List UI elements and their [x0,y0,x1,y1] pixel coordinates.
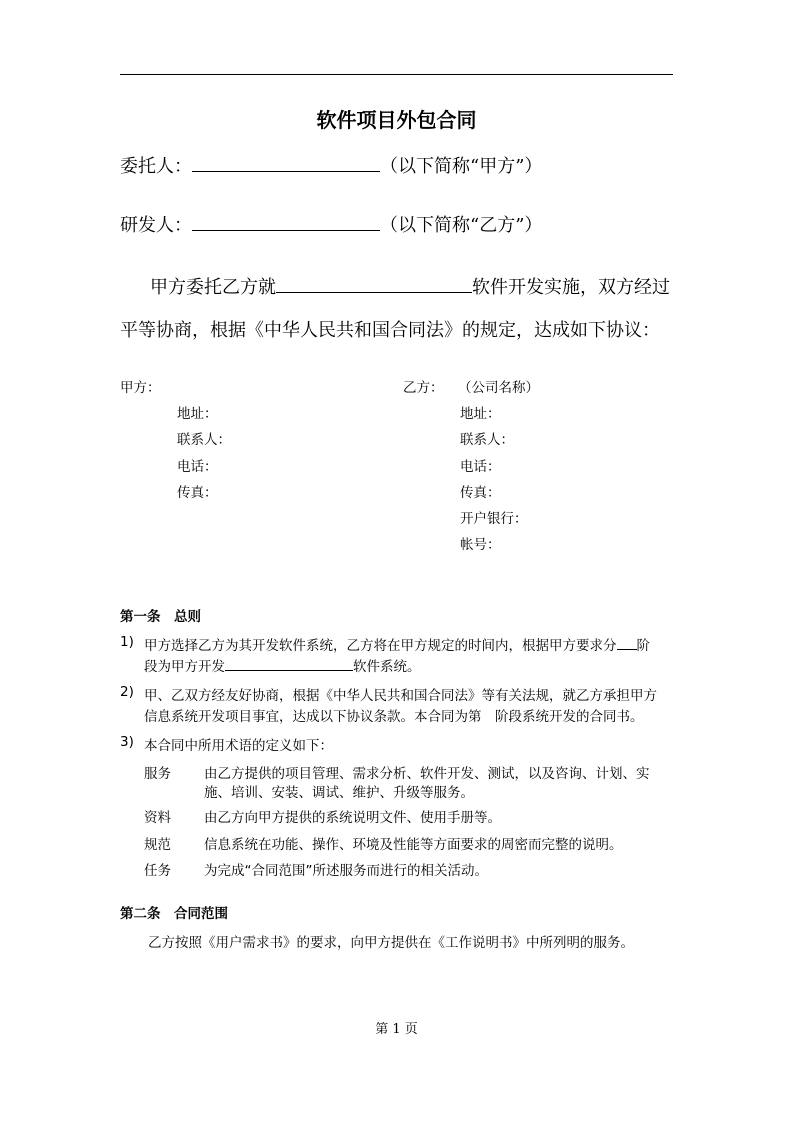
party-a-address: 地址： [177,406,218,422]
page-number: 第 1 页 [375,1022,418,1037]
article-1-heading: 第一条 总则 [120,609,201,625]
term-definition-line: 由乙方向甲方提供的系统说明文件、使用手册等。 [204,810,501,826]
item-1-line-2-end: 软件系统。 [353,659,421,675]
item-3-number: 3) [120,734,134,750]
item-1-line-1-end: 阶 [636,638,650,654]
document-title: 软件项目外包合同 [316,108,477,132]
client-suffix: （以下简称“甲方”） [380,156,543,177]
party-b-account: 帐号： [460,537,501,553]
term-name: 服务 [144,766,171,782]
party-b-bank: 开户银行： [460,511,528,527]
item-1-line-2 [144,655,421,675]
party-b-company-name: （公司名称） [458,380,539,396]
item-2-line-1: 甲、乙双方经友好协商，根据《中华人民共和国合同法》等有关法规，就乙方承担甲方 [144,688,657,704]
item-1-line-2-text: 段为甲方开发 [144,659,225,675]
developer-line [120,211,542,237]
party-b-phone: 电话： [460,459,501,475]
term-definition-line: 为完成“合同范围”所述服务而进行的相关活动。 [204,863,488,879]
intro-suffix: 软件开发实施，双方经过 [472,277,670,298]
developer-suffix: （以下简称“乙方”） [380,215,543,236]
header-rule [120,74,673,75]
item-1-line-1 [144,634,650,654]
term-name: 规范 [144,837,171,853]
party-b-address: 地址： [460,406,501,422]
intro-line-2: 平等协商，根据《中华人民共和国合同法》的规定，达成如下协议： [120,320,660,341]
party-b-contact: 联系人： [460,432,514,448]
party-a-label: 甲方： [120,380,161,396]
term-name: 任务 [144,863,171,879]
item-2-number: 2) [120,684,134,700]
intro-prefix: 甲方委托乙方就 [150,277,276,298]
article-2-heading: 第二条 合同范围 [120,906,228,922]
system-name-blank[interactable] [225,656,353,671]
intro-line-1 [150,273,670,299]
term-name: 资料 [144,810,171,826]
item-1-line-1-text: 甲方选择乙方为其开发软件系统，乙方将在甲方规定的时间内，根据甲方要求分 [144,638,617,654]
client-label: 委托人： [120,156,192,177]
developer-label: 研发人： [120,215,192,236]
item-2-line-2: 信息系统开发项目事宜，达成以下协议条款。本合同为第 阶段系统开发的合同书。 [144,709,644,725]
party-a-fax: 传真： [177,485,218,501]
developer-name-blank[interactable] [192,212,380,231]
phase-count-blank[interactable] [617,635,637,650]
party-b-label: 乙方： [403,380,444,396]
item-3-text: 本合同中所用术语的定义如下： [144,738,333,754]
term-definition-line: 施、培训、安装、调试、维护、升级等服务。 [204,785,474,801]
client-name-blank[interactable] [192,153,380,172]
term-definition-line: 由乙方提供的项目管理、需求分析、软件开发、测试，以及咨询、计划、实 [204,766,650,782]
party-a-phone: 电话： [177,459,218,475]
party-b-fax: 传真： [460,485,501,501]
client-line [120,152,542,178]
article-2-text: 乙方按照《用户需求书》的要求，向甲方提供在《工作说明书》中所列明的服务。 [148,935,634,951]
term-definition-line: 信息系统在功能、操作、环境及性能等方面要求的周密而完整的说明。 [204,837,623,853]
party-a-contact: 联系人： [177,432,231,448]
software-name-blank[interactable] [276,274,472,293]
item-1-number: 1) [120,634,134,650]
